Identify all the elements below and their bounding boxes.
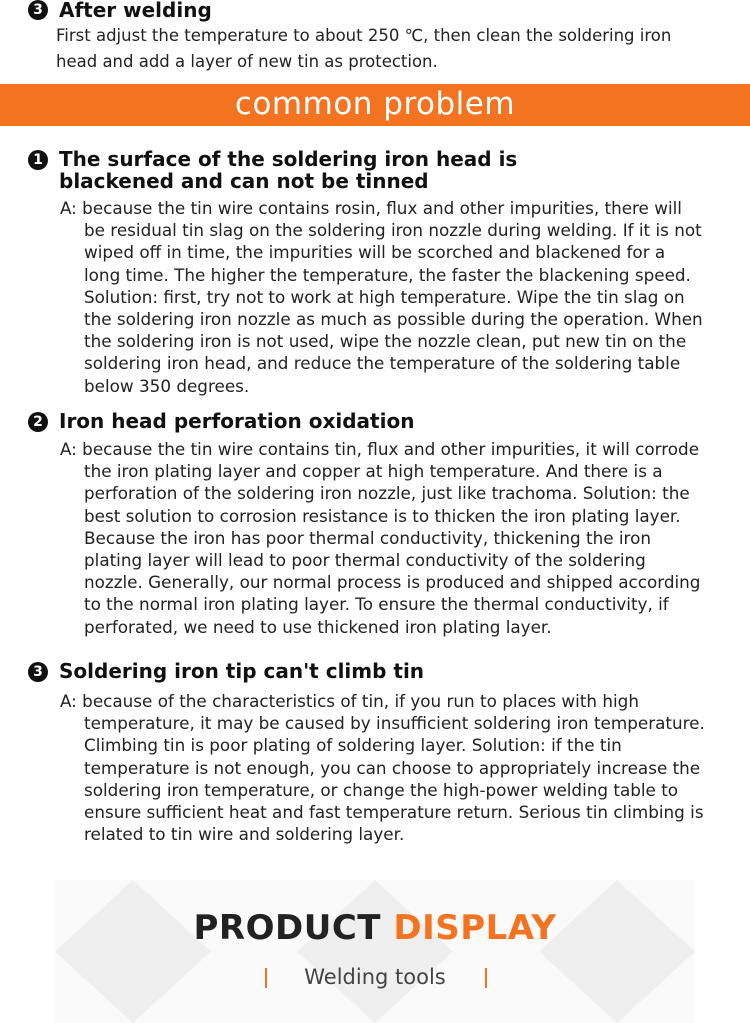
answer-line: nozzle. Generally, our normal process is produced and shipped according — [84, 572, 701, 593]
problem-title — [59, 410, 414, 432]
problem-title — [59, 660, 424, 682]
problem-answer — [60, 690, 705, 845]
number-badge: 3 — [28, 0, 48, 20]
number-badge: 2 — [28, 412, 48, 432]
decorative-diamond — [297, 880, 453, 1023]
problem-title — [59, 148, 517, 192]
answer-line: temperature is not enough, you can choose to appropriately increase the — [84, 757, 701, 778]
product-display-heading — [55, 908, 695, 948]
answer-line: best solution to corrosion resistance is to thicken the iron plating layer. — [84, 505, 681, 526]
text-line: head and add a layer of new tin as protection. — [56, 52, 438, 71]
answer-line: related to tin wire and soldering layer. — [84, 824, 405, 845]
after-welding-title: After welding — [59, 0, 212, 22]
heading-word-product: PRODUCT — [193, 908, 381, 948]
decorative-diamond — [55, 880, 211, 1023]
divider-right — [485, 968, 487, 988]
answer-line: perforated, we need to use thickened iron plating layer. — [84, 616, 552, 637]
title-line: blackened and can not be tinned — [59, 169, 429, 193]
title-line: Soldering iron tip can't climb tin — [59, 659, 425, 683]
product-display-subtitle: Welding tools — [304, 965, 446, 989]
answer-line: perforation of the soldering iron nozzle, just like trachoma. Solution: the — [84, 483, 690, 504]
answer-line: Climbing tin is poor plating of soldering layer. Solution: if the tin — [84, 735, 622, 756]
answer-line: below 350 degrees. — [84, 375, 250, 396]
heading-word-display: DISPLAY — [393, 908, 557, 948]
problem-answer — [60, 197, 703, 397]
answer-line: to the normal iron plating layer. To ensure the thermal conductivity, if — [84, 594, 669, 615]
answer-line: the soldering iron nozzle as much as possible during the operation. When — [84, 309, 703, 330]
answer-line: Solution: first, try not to work at high temperature. Wipe the tin slag on — [84, 286, 685, 307]
answer-line: the soldering iron is not used, wipe the nozzle clean, put new tin on the — [84, 331, 687, 352]
answer-line: soldering iron temperature, or change the high-power welding table to — [84, 779, 679, 800]
answer-line: temperature, it may be caused by insufficient soldering iron temperature. — [84, 713, 705, 734]
answer-line: be residual tin slag on the soldering iron nozzle during welding. If it is not — [84, 220, 702, 241]
answer-line: A: because the tin wire contains tin, flux and other impurities, it will corrode — [60, 439, 700, 459]
after-welding-text — [56, 23, 671, 75]
text-line: First adjust the temperature to about 250 ℃, then clean the soldering iron — [56, 26, 672, 45]
number-badge: 1 — [28, 150, 48, 170]
product-display-section — [55, 880, 695, 1023]
title-line: The surface of the soldering iron head is — [59, 147, 518, 171]
decorative-diamond — [539, 880, 695, 1023]
answer-line: ensure sufficient heat and fast temperature return. Serious tin climbing is — [84, 802, 704, 823]
answer-line: plating layer will lead to poor thermal conductivity of the soldering — [84, 550, 646, 571]
answer-line: A: because of the characteristics of tin, if you run to places with high — [60, 691, 639, 711]
answer-line: soldering iron head, and reduce the temperature of the soldering table — [84, 353, 681, 374]
number-badge: 3 — [28, 662, 48, 682]
answer-line: Because the iron has poor thermal conductivity, thickening the iron — [84, 527, 651, 548]
common-problem-banner: common problem — [0, 84, 750, 126]
answer-line: wiped off in time, the impurities will be scorched and blackened for a — [84, 242, 666, 263]
answer-line: A: because the tin wire contains rosin, flux and other impurities, there will — [60, 198, 682, 218]
answer-line: the iron plating layer and copper at high temperature. And there is a — [84, 461, 663, 482]
answer-line: long time. The higher the temperature, the faster the blackening speed. — [84, 264, 691, 285]
title-line: Iron head perforation oxidation — [59, 409, 415, 433]
problem-answer — [60, 438, 700, 638]
